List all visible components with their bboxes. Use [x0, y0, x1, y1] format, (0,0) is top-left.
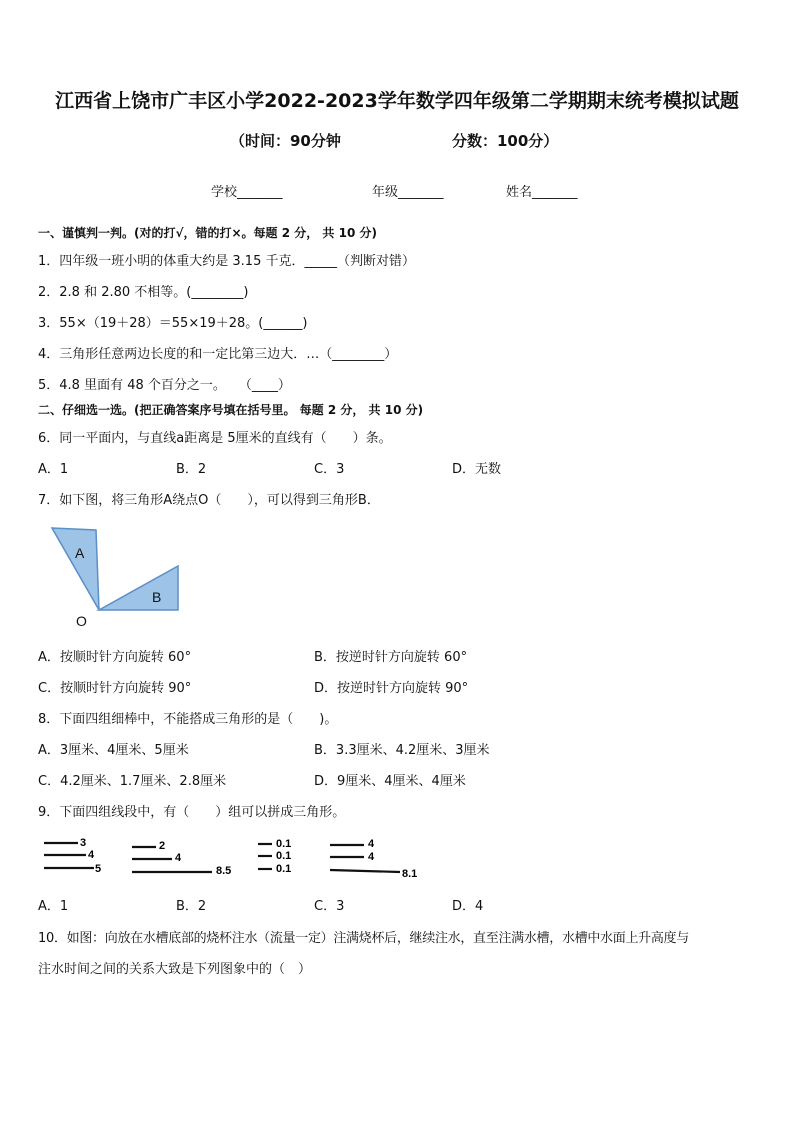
- question-5: 5．4.8 里面有 48 个百分之一。 （____）: [38, 378, 291, 393]
- q6-option-b: B．2: [176, 462, 207, 477]
- name-field: 姓名_______: [506, 185, 578, 200]
- q9-option-c: C．3: [314, 899, 345, 914]
- question-1: 1．四年级一班小明的体重大约是 3.15 千克．_____（判断对错）: [38, 254, 415, 269]
- q6-option-d: D．无数: [452, 462, 502, 477]
- question-2: 2．2.8 和 2.80 不相等。(________): [38, 285, 249, 300]
- q6-option-c: C．3: [314, 462, 345, 477]
- q9-option-a: A．1: [38, 899, 69, 914]
- segment-label: 4: [368, 851, 375, 863]
- segment-label: 4: [175, 852, 182, 864]
- question-10-line-1: 10．如图：向放在水槽底部的烧杯注水（流量一定）注满烧杯后，继续注水，直至注满水槽，水槽中水面上升高度与: [38, 931, 689, 946]
- label-o: O: [76, 613, 87, 629]
- segment-label: 4: [368, 838, 375, 850]
- label-b: B: [152, 589, 162, 605]
- segment-label: 4: [88, 849, 95, 861]
- question-3: 3．55×（19＋28）＝55×19＋28。(______): [38, 316, 308, 331]
- q7-option-c: C．按顺时针方向旋转 90°: [38, 681, 192, 696]
- q9-option-d: D．4: [452, 899, 484, 914]
- q8-option-a: A．3厘米、4厘米、5厘米: [38, 743, 189, 758]
- question-6: 6．同一平面内，与直线a距离是 5厘米的直线有（ ）条。: [38, 431, 392, 446]
- question-10-line-2: 注水时间之间的关系大致是下列图象中的（ ）: [38, 962, 312, 977]
- segment-group-3: [258, 844, 272, 869]
- exam-score: 分数：100分）: [452, 132, 559, 150]
- triangle-a: [52, 528, 99, 610]
- grade-field: 年级_______: [372, 185, 444, 200]
- segment-label: 0.1: [276, 838, 292, 850]
- rotation-figure: [44, 522, 194, 630]
- q7-option-b: B．按逆时针方向旋转 60°: [314, 650, 468, 665]
- q9-option-b: B．2: [176, 899, 207, 914]
- segments-figure: [38, 832, 438, 882]
- segment-group-1: [44, 843, 94, 868]
- section-2-heading: 二、仔细选一选。(把正确答案序号填在括号里。 每题 2 分， 共 10 分): [38, 403, 424, 417]
- segment-label: 8.5: [216, 865, 232, 877]
- exam-time: （时间：90分钟: [230, 132, 341, 150]
- question-8: 8．下面四组细棒中，不能搭成三角形的是（ )。: [38, 712, 338, 727]
- segment: [330, 870, 400, 872]
- segment-label: 0.1: [276, 850, 292, 862]
- label-a: A: [75, 545, 85, 561]
- q7-option-a: A．按顺时针方向旋转 60°: [38, 650, 192, 665]
- segment-label: 3: [80, 837, 87, 849]
- triangle-b: [99, 566, 178, 610]
- question-9: 9．下面四组线段中，有（ ）组可以拼成三角形。: [38, 805, 346, 820]
- segment-label: 2: [159, 840, 166, 852]
- segment-label: 8.1: [402, 868, 418, 880]
- q8-option-d: D．9厘米、4厘米、4厘米: [314, 774, 466, 789]
- segment-label: 0.1: [276, 863, 292, 875]
- q6-option-a: A．1: [38, 462, 69, 477]
- segment-group-4: [330, 845, 400, 872]
- q7-option-d: D．按逆时针方向旋转 90°: [314, 681, 469, 696]
- q8-option-c: C．4.2厘米、1.7厘米、2.8厘米: [38, 774, 227, 789]
- segment-label: 5: [95, 863, 102, 875]
- school-field: 学校_______: [211, 185, 283, 200]
- segment-group-2: [132, 847, 212, 872]
- exam-title: 江西省上饶市广丰区小学2022-2023学年数学四年级第二学期期末统考模拟试题: [55, 90, 739, 112]
- section-1-heading: 一、谨慎判一判。(对的打√，错的打×。每题 2 分， 共 10 分): [38, 226, 377, 240]
- question-4: 4．三角形任意两边长度的和一定比第三边大．…（________）: [38, 347, 398, 362]
- q8-option-b: B．3.3厘米、4.2厘米、3厘米: [314, 743, 490, 758]
- question-7: 7．如下图，将三角形A绕点O（ ），可以得到三角形B．: [38, 493, 380, 508]
